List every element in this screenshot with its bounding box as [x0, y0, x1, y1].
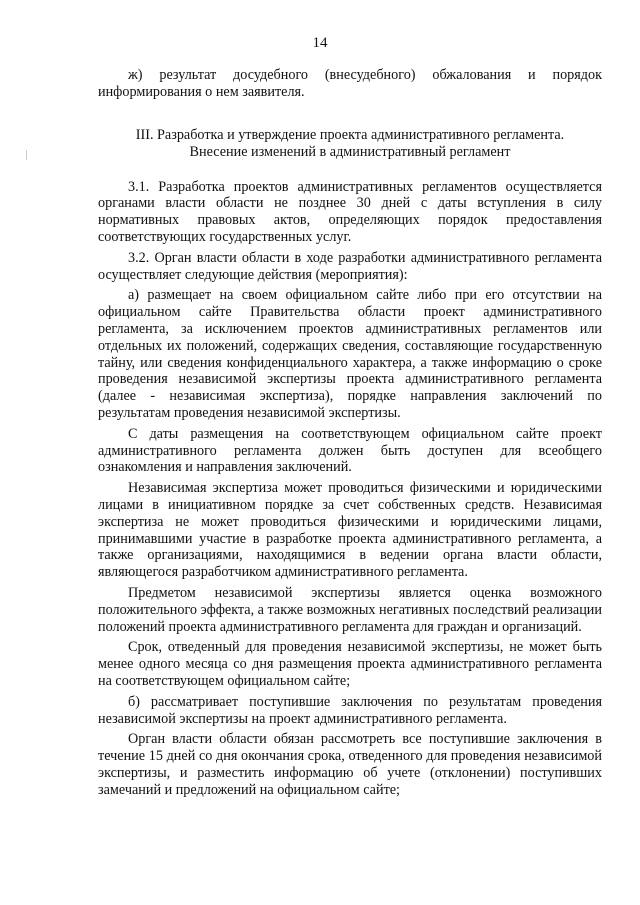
paragraph-3-2: 3.2. Орган власти области в ходе разработки административного регламента осуществляет следующие действия (мероприятия):	[98, 249, 602, 283]
paragraph-subject: Предметом независимой экспертизы является оценка возможного положительного эффекта, а также возможных негативных последствий реализации положений проекта административного регламента для граждан и организаций.	[98, 584, 602, 635]
paragraph-3-1: 3.1. Разработка проектов административных регламентов осуществляется органами власти области не позднее 30 дней с даты вступления в силу нормативных правовых актов, определяющих порядок предоставления соответствующих государственных услуг.	[98, 178, 602, 245]
paragraph-term: Срок, отведенный для проведения независимой экспертизы, не может быть менее одного месяца со дня размещения проекта административного регламента на соответствующем официальном сайте;	[98, 639, 602, 689]
paragraph-review: Орган власти области обязан рассмотреть все поступившие заключения в течение 15 дней со дня окончания срока, отведенного для проведения независимой экспертизы, и разместить информацию об учете (отклонении) поступивших замечаний и предложений на официальном сайте;	[98, 731, 602, 798]
paragraph-publication: С даты размещения на соответствующем официальном сайте проект административного регламента должен быть доступен для всеобщего ознакомления и направления заключений.	[98, 425, 602, 476]
paragraph-zh: ж) результат досудебного (внесудебного) обжалования и порядок информирования о нем заявителя.	[98, 67, 602, 100]
paragraph-b: б) рассматривает поступившие заключения по результатам проведения независимой экспертизы на проект административного регламента.	[98, 693, 602, 727]
paragraph-independent-expertise: Независимая экспертиза может проводиться физическими и юридическими лицами в инициативном порядке за счет собственных средств. Независимая экспертиза не может проводиться физическими и юридическими лицами, принимавшими участие в разработке проекта административного регламента, а также организациями, находящимися в ведении органа власти области, являющегося разработчиком административного регламента.	[98, 480, 602, 581]
paragraph-a: а) размещает на своем официальном сайте либо при его отсутствии на официальном сайте Правительства области проект административного регламента, за исключением проектов административных регламентов или отдельных их положений, содержащих сведения, составляющие государственную тайну, или сведения конфиденциального характера, а также информацию о сроке проведения независимой экспертизы проекта административного регламента (далее - независимая экспертиза), порядке направления заключений по результатам проведения независимой экспертизы.	[98, 287, 602, 421]
page-number: 14	[312, 35, 328, 51]
section-heading: III. Разработка и утверждение проекта административного регламента. Внесение изменений в административный регламент	[135, 126, 565, 160]
document-body	[98, 67, 602, 802]
scan-mark	[26, 150, 27, 160]
